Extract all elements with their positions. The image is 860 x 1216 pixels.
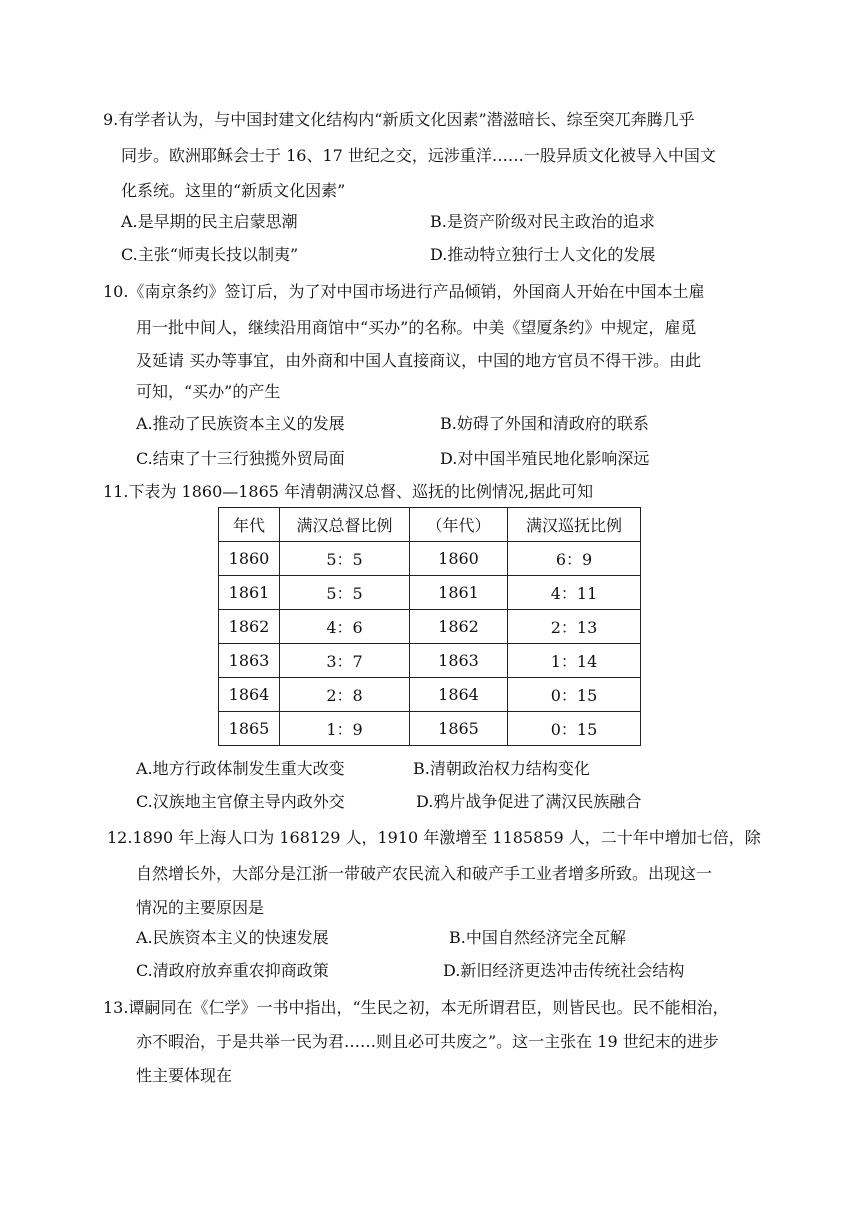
question-11-option-c: C.汉族地主官僚主导内政外交	[136, 792, 345, 811]
table-cell: 1864	[219, 678, 280, 712]
table-cell: 4：11	[508, 576, 641, 610]
question-9-line-1: 9.有学者认为，与中国封建文化结构内“新质文化因素”潜滋暗长、综至突兀奔腾几乎	[103, 110, 695, 129]
table-cell: 1860	[219, 542, 280, 576]
table-header-cell: 满汉总督比例	[280, 508, 410, 542]
question-12-line-3: 情况的主要原因是	[136, 898, 265, 917]
table-row	[219, 712, 641, 746]
table-row	[219, 576, 641, 610]
question-10-line-2: 用一批中间人，继续沿用商馆中“买办”的名称。中美《望厦条约》中规定，雇觅	[136, 318, 697, 337]
question-13-line-1: 13.谭嗣同在《仁学》一书中指出，“生民之初，本无所谓君臣，则皆民也。民不能相治，	[103, 998, 729, 1017]
governor-ratio-table	[218, 507, 641, 746]
table-cell: 2：13	[508, 610, 641, 644]
question-10-line-1: 10.《南京条约》签订后，为了对中国市场进行产品倾销，外国商人开始在中国本土雇	[103, 282, 705, 301]
question-12-option-d: D.新旧经济更迭冲击传统社会结构	[443, 961, 685, 980]
question-9-option-b: B.是资产阶级对民主政治的追求	[430, 212, 655, 231]
question-12-line-2: 自然增长外，大部分是江浙一带破产农民流入和破产手工业者增多所致。出现这一	[136, 864, 713, 883]
table-header-cell: （年代）	[410, 508, 508, 542]
table-cell: 1：14	[508, 644, 641, 678]
table-cell: 1863	[219, 644, 280, 678]
table-cell: 1861	[410, 576, 508, 610]
table-cell: 1862	[219, 610, 280, 644]
question-11-line-1: 11.下表为 1860—1865 年清朝满汉总督、巡抚的比例情况,据此可知	[103, 482, 594, 501]
table-cell: 1862	[410, 610, 508, 644]
table-header-cell: 满汉巡抚比例	[508, 508, 641, 542]
table-header-row	[219, 508, 641, 542]
question-11-option-a: A.地方行政体制发生重大改变	[136, 759, 345, 778]
table-cell: 6：9	[508, 542, 641, 576]
table-cell: 3：7	[280, 644, 410, 678]
question-12-option-a: A.民族资本主义的快速发展	[136, 928, 329, 947]
question-12-option-c: C.清政府放弃重农抑商政策	[136, 961, 329, 980]
question-10-line-3: 及延请 买办等事宜，由外商和中国人直接商议，中国的地方官员不得干涉。由此	[136, 351, 702, 370]
question-13-line-3: 性主要体现在	[136, 1066, 233, 1085]
question-9-option-d: D.推动特立独行士人文化的发展	[430, 245, 656, 264]
table-cell: 5：5	[280, 576, 410, 610]
question-10-option-c: C.结束了十三行独揽外贸局面	[136, 449, 345, 468]
question-11-option-d: D.鸦片战争促进了满汉民族融合	[416, 792, 642, 811]
question-9-line-3: 化系统。这里的“新质文化因素”	[121, 181, 346, 200]
table-cell: 1865	[219, 712, 280, 746]
table-cell: 1863	[410, 644, 508, 678]
table-cell: 1861	[219, 576, 280, 610]
question-12-option-b: B.中国自然经济完全瓦解	[449, 928, 626, 947]
question-9-option-a: A.是早期的民主启蒙思潮	[121, 212, 298, 231]
table-header-cell: 年代	[219, 508, 280, 542]
table-row	[219, 678, 641, 712]
question-11-option-b: B.清朝政治权力结构变化	[413, 759, 590, 778]
table-row	[219, 542, 641, 576]
table-cell: 1864	[410, 678, 508, 712]
table-cell: 4：6	[280, 610, 410, 644]
question-10-option-d: D.对中国半殖民地化影响深远	[440, 449, 650, 468]
table-cell: 0：15	[508, 712, 641, 746]
question-10-option-b: B.妨碍了外国和清政府的联系	[440, 414, 649, 433]
question-12-line-1: 12.1890 年上海人口为 168129 人，1910 年激增至 1185859 人，二十年中增加七倍，除	[107, 828, 761, 847]
question-13-line-2: 亦不暇治，于是共举一民为君……则且必可共废之”。这一主张在 19 世纪末的进步	[136, 1032, 719, 1051]
question-9-line-2: 同步。欧洲耶稣会士于 16、17 世纪之交，远涉重洋……一股异质文化被导入中国文	[121, 146, 716, 165]
question-9-option-c: C.主张“师夷长技以制夷”	[121, 245, 299, 264]
question-10-option-a: A.推动了民族资本主义的发展	[136, 414, 345, 433]
question-10-line-4: 可知，“买办”的产生	[136, 382, 281, 401]
table-row	[219, 610, 641, 644]
table-cell: 5：5	[280, 542, 410, 576]
table-row	[219, 644, 641, 678]
table-cell: 1865	[410, 712, 508, 746]
table-cell: 0：15	[508, 678, 641, 712]
table-cell: 2：8	[280, 678, 410, 712]
table-cell: 1860	[410, 542, 508, 576]
table-cell: 1：9	[280, 712, 410, 746]
